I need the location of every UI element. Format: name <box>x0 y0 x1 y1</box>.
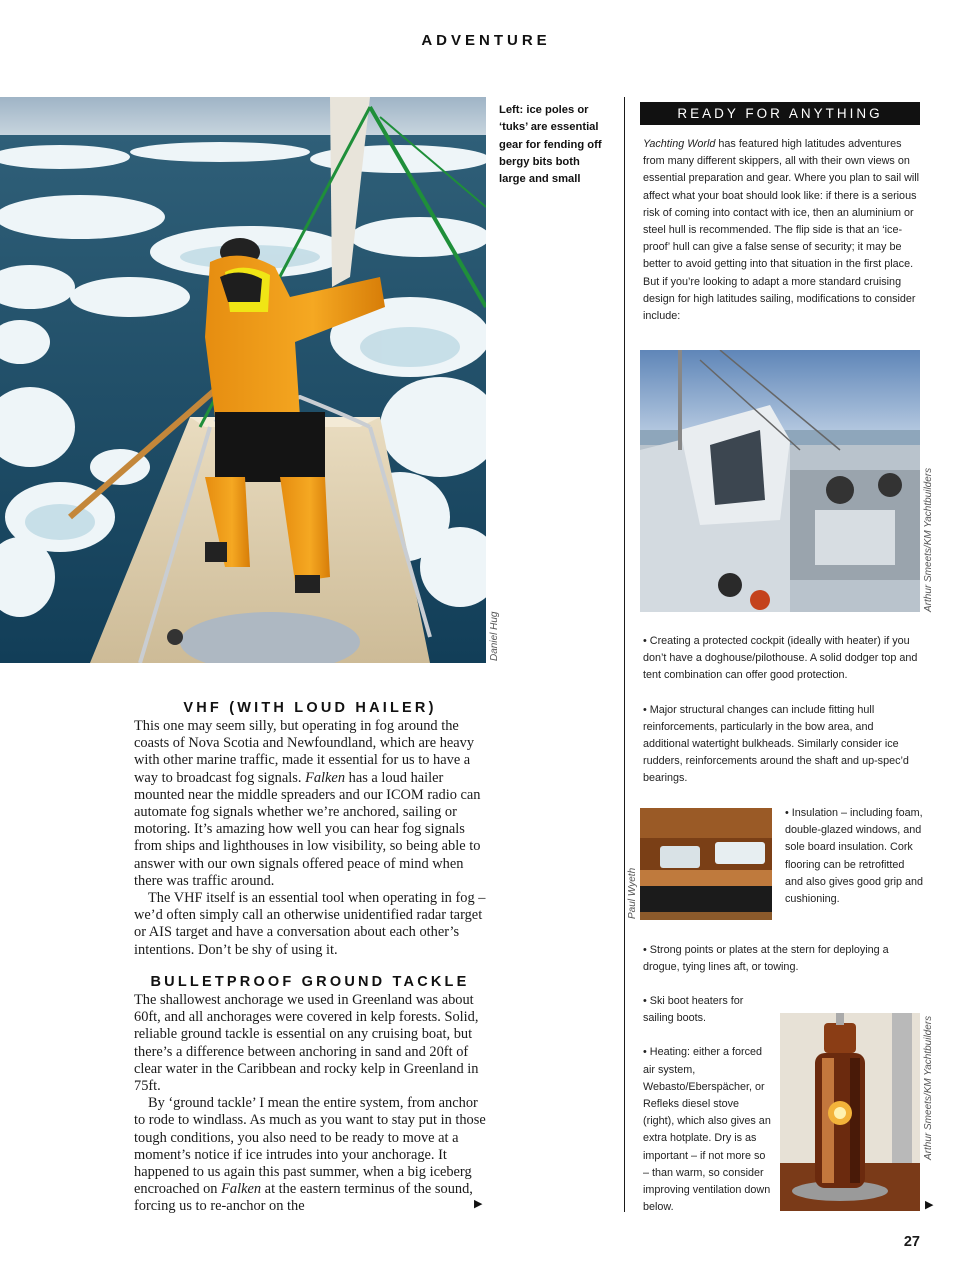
article-continue-arrow: ▶ <box>474 1197 483 1210</box>
stove-photo <box>780 1013 920 1211</box>
bullet-strong-points: • Strong points or plates at the stern for deploying a drogue, tying lines aft, or towing. <box>643 944 889 974</box>
sidebar-intro-publication: Yachting World <box>643 138 716 150</box>
tackle-paragraph-1: The shallowest anchorage we used in Greenland was about 60ft, and all anchorages were covered in kelp forests. Solid, reliable ground tackle is essential on any cruising boat, but there’s a difference between anchoring in sand and 20ft of clear water in the Caribbean and rocky kelp in Greenland in 75ft. <box>134 992 479 1095</box>
sidebar-continue-arrow: ▶ <box>925 1198 934 1211</box>
main-photo-sailor-on-bow <box>0 97 486 663</box>
main-photo-credit: Daniel Hug <box>489 611 500 661</box>
tackle-paragraph-2: By ‘ground tackle’ I mean the entire system, from anchor to rode to windlass. As much as you want to stay put in those tough conditions, you also need to be ready to move at a moment’s notice if ice intrudes into your anchorage. It happened to us again this past summer, when a big iceberg encroached on Falken at the eastern terminus of the sound, forcing us to re-anchor on the <box>134 1095 486 1215</box>
bullet-heating: • Heating: either a forced air system, Webasto/Eberspächer, or Refleks diesel stove (right), which also gives an extra hotplate. Dry is as important – if not more so – than warm, so consider improving ventilation down below. <box>643 1046 771 1214</box>
vhf-paragraph-1: This one may seem silly, but operating in fog around the coasts of Nova Scotia and Newfoundland, which are heavy with other marine traffic, made it essential for us to have a way to broadcast fog signals. Falken has a loud hailer mounted near the middle spreaders and our ICOM radio can automate fog signals whether we’re anchored, sailing or motoring. It’s amazing how well you can hear fog signals from ships and lighthouses in low visibility, so being able to answer with our own signals offered peace of mind when there was traffic around. <box>134 718 481 889</box>
interior-photo-credit: Paul Wyeth <box>627 867 638 919</box>
heading-vhf: VHF (WITH LOUD HAILER) <box>183 700 437 716</box>
sidebar-bullet-insulation <box>785 805 925 908</box>
interior-photo <box>640 808 772 920</box>
sidebar-bullets-2 <box>643 942 921 976</box>
sidebar-bullets-3 <box>643 993 771 1216</box>
bullet-structural-changes: • Major structural changes can include fitting hull reinforcements, particularly in the bow area, and additional watertight bulkheads. Similarly consider ice rudders, reinforcements around the shaft and up-spec’d bearings. <box>643 703 909 785</box>
heading-ground-tackle: BULLETPROOF GROUND TACKLE <box>150 974 470 990</box>
cockpit-photo-credit: Arthur Smeets/KM Yachtbuilders <box>923 467 934 612</box>
sidebar-title: READY FOR ANYTHING <box>640 102 920 125</box>
cockpit-photo <box>640 350 920 612</box>
bullet-protected-cockpit: • Creating a protected cockpit (ideally with heater) if you don’t have a doghouse/pilothouse. A solid dodger top and tent combination can offer good protection. <box>643 635 918 682</box>
bullet-insulation: • Insulation – including foam, double-glazed windows, and sole board insulation. Cork flooring can be retrofitted and also gives good grip and cushioning. <box>785 807 924 906</box>
sidebar-intro <box>643 136 921 325</box>
vhf-paragraph-2: The VHF itself is an essential tool when operating in fog – we’d often simply call an otherwise unidentified radar target or AIS target and have a conversation about each other’s intentions. Don’t be shy of using it. <box>134 890 486 958</box>
section-label: ADVENTURE <box>421 32 551 49</box>
main-photo-caption: Left: ice poles or ‘tuks’ are essential gear for fending off bergy bits both large and small <box>499 104 602 186</box>
column-divider <box>624 97 625 1212</box>
sidebar-intro-text: has featured high latitudes adventures from many different skippers, all with their own views on essential preparation and gear. Where you plan to sail will affect what your boat should look like: if there is a serious risk of coming into contact with ice, then an aluminium or steel hull is recommended. The flip side is that an ‘ice-proof’ hull can give a false sense of security; it may be better to avoid getting into that situation in the first place. But if you’re looking to adapt a more standard cruising design for high latitudes sailing, modifications to consider include: <box>643 138 920 323</box>
tackle-body <box>134 992 486 1216</box>
vhf-body <box>134 718 486 959</box>
page-number: 27 <box>903 1234 920 1250</box>
bullet-ski-boot-heaters: • Ski boot heaters for sailing boots. <box>643 995 744 1025</box>
sidebar-bullets-1 <box>643 633 921 788</box>
stove-photo-credit: Arthur Smeets/KM Yachtbuilders <box>923 1015 934 1160</box>
